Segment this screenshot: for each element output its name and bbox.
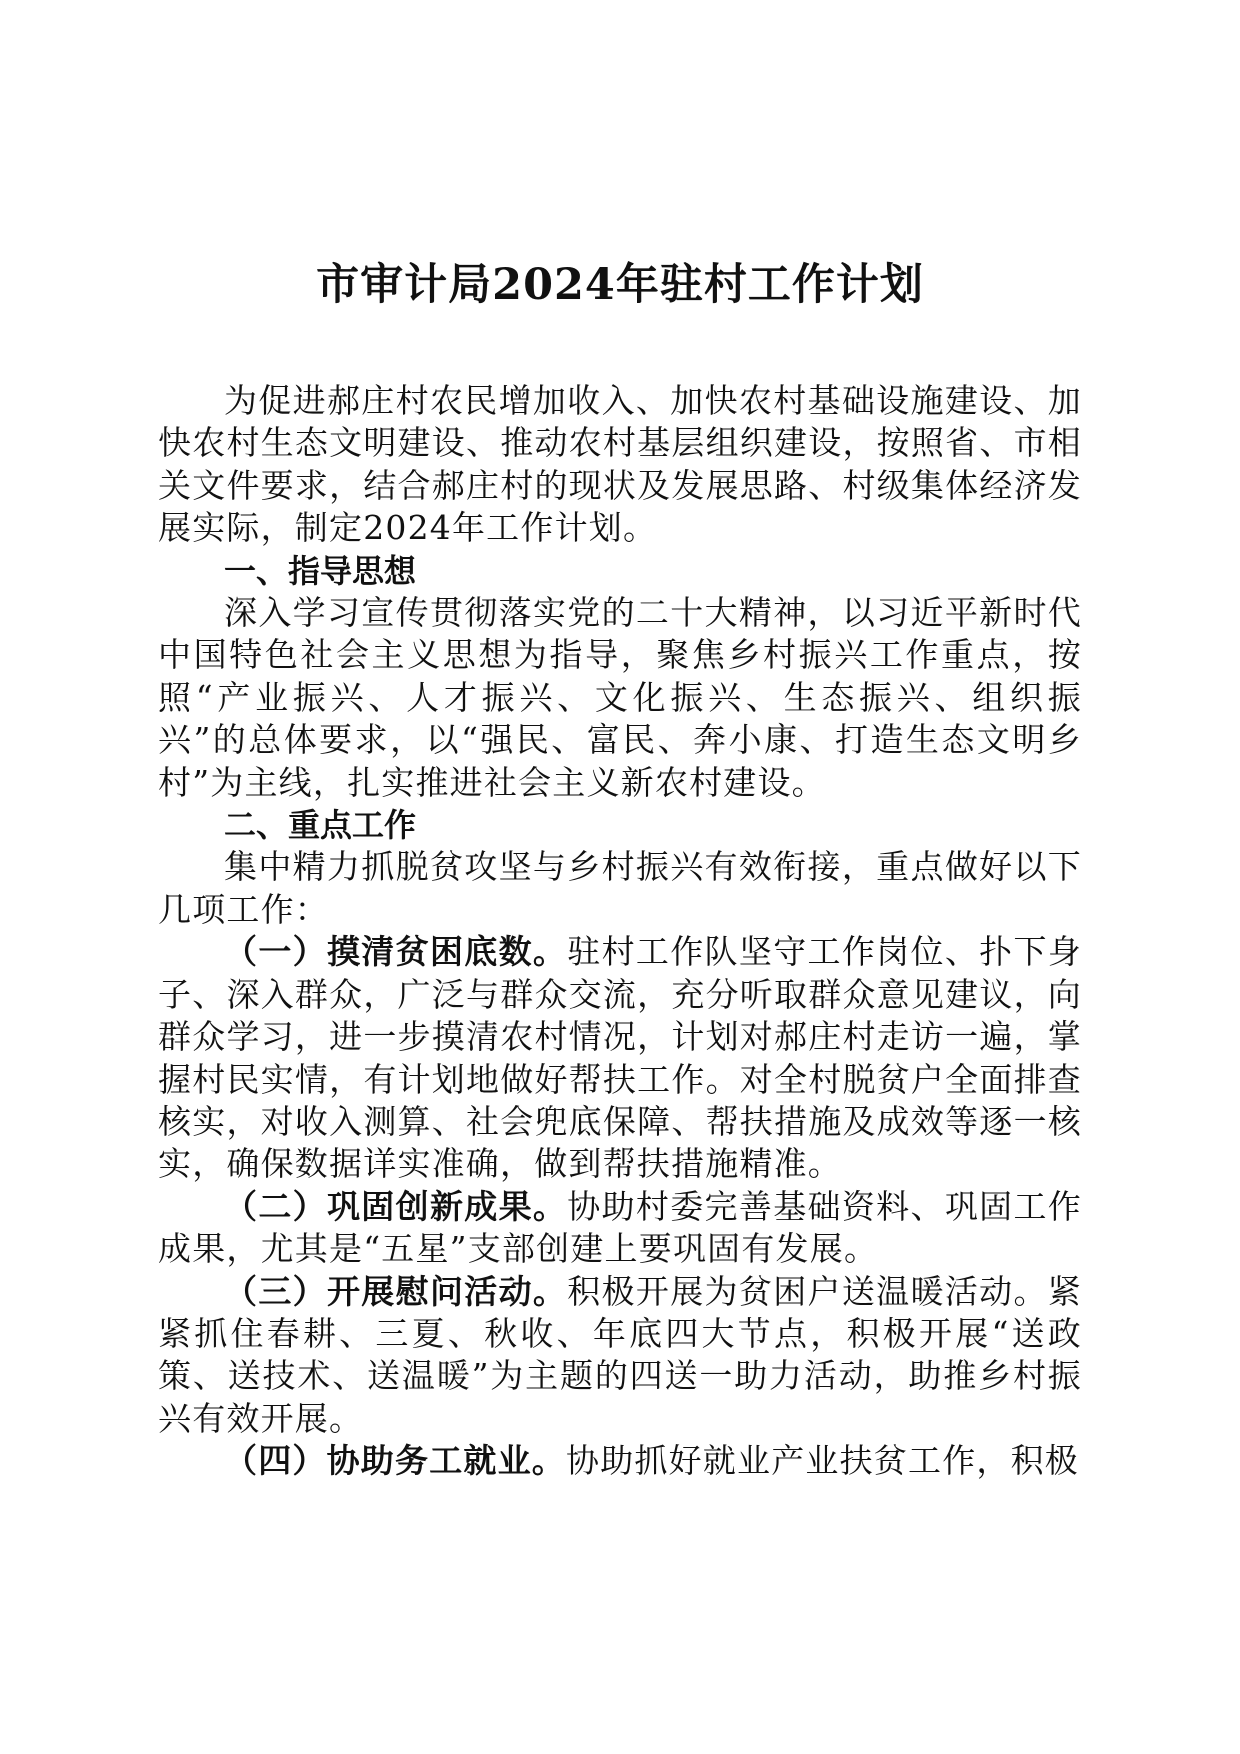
key-work-intro-paragraph: 集中精力抓脱贫攻坚与乡村振兴有效衔接，重点做好以下几项工作： [158, 847, 1082, 929]
key-work-item-2-lead: （二）巩固创新成果。 [224, 1186, 568, 1226]
key-work-item-3-lead: （三）开展慰问活动。 [224, 1271, 568, 1311]
document-body [158, 380, 1082, 1483]
key-work-item-3 [158, 1271, 1082, 1441]
key-work-item-2-text: 协助村委完善基础资料、巩固工作成果，尤其是“五星”支部创建上要巩固有发展。 [158, 1186, 1082, 1269]
intro-paragraph: 为促进郝庄村农民增加收入、加快农村基础设施建设、加快农村生态文明建设、推动农村基层组织建设，按照省、市相关文件要求，结合郝庄村的现状及发展思路、村级集体经济发展实际，制定2024年工作计划。 [158, 381, 1082, 548]
key-work-item-4-text: 协助抓好就业产业扶贫工作，积极 [566, 1441, 1079, 1481]
key-work-item-1 [158, 931, 1082, 1185]
section-heading-key-work: 二、重点工作 [224, 806, 417, 845]
key-work-item-3-text: 积极开展为贫困户送温暖活动。紧紧抓住春耕、三夏、秋收、年底四大节点，积极开展“送政策、送技术、送温暖”为主题的四送一助力活动，助推乡村振兴有效开展。 [158, 1271, 1082, 1438]
key-work-item-4 [158, 1440, 1082, 1482]
guiding-ideology-paragraph: 深入学习宣传贯彻落实党的二十大精神，以习近平新时代中国特色社会主义思想为指导，聚焦乡村振兴工作重点，按照“产业振兴、人才振兴、文化振兴、生态振兴、组织振兴”的总体要求，以“强民、富民、奔小康、打造生态文明乡村”为主线，扎实推进社会主义新农村建设。 [158, 593, 1082, 802]
section-heading-guiding-ideology: 一、指导思想 [224, 551, 417, 590]
document-title: 市审计局2024年驻村工作计划 [316, 260, 924, 310]
key-work-item-4-lead: （四）协助务工就业。 [224, 1441, 566, 1481]
key-work-item-1-text: 驻村工作队坚守工作岗位、扑下身子、深入群众，广泛与群众交流，充分听取群众意见建议，向群众学习，进一步摸清农村情况，计划对郝庄村走访一遍，掌握村民实情，有计划地做好帮扶工作。对全村脱贫户全面排查核实，对收入测算、社会兜底保障、帮扶措施及成效等逐一核实，确保数据详实准确，做到帮扶措施精准。 [158, 932, 1082, 1184]
key-work-item-2 [158, 1186, 1082, 1271]
key-work-item-1-lead: （一）摸清贫困底数。 [224, 932, 568, 972]
